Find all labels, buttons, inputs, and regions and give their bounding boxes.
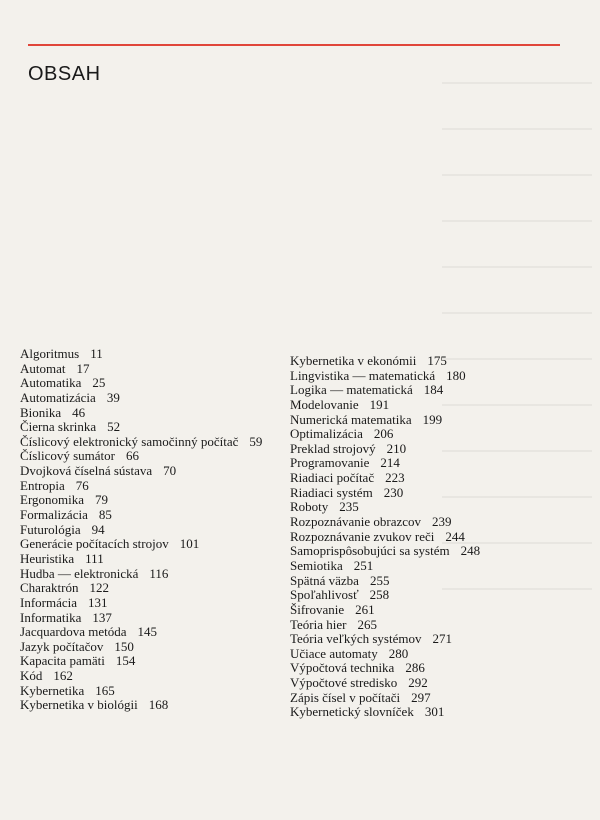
toc-entry-term: Programovanie [290,455,370,471]
toc-entry [290,544,480,559]
toc-left-column [20,347,262,713]
toc-entry-page-number: 137 [92,609,112,625]
toc-entry-page-number: 111 [85,550,104,566]
toc-entry-term: Spätná väzba [290,572,359,588]
toc-entry-term: Jacquardova metóda [20,624,127,640]
toc-entry-page-number: 168 [148,697,169,713]
toc-entry-term: Roboty [290,499,329,515]
toc-entry-page-number: 11 [90,346,103,361]
toc-entry [290,632,480,647]
toc-entry [290,413,480,428]
toc-entry [20,698,262,713]
toc-entry-page-number: 235 [339,499,359,515]
toc-entry-term: Kybernetika [20,682,85,698]
toc-entry-term: Modelovanie [290,396,359,412]
toc-entry [20,654,262,669]
toc-entry-term: Čierna skrinka [20,419,97,435]
toc-entry [290,369,480,384]
toc-entry-term: Jazyk počítačov [20,638,104,654]
toc-entry-term: Kybernetika v biológii [20,697,138,713]
toc-entry-page-number: 191 [369,396,390,412]
toc-entry-page-number: 230 [383,484,404,500]
toc-entry-page-number: 214 [380,455,400,471]
toc-entry-page-number: 85 [98,507,112,523]
toc-entry-term: Charaktrón [20,580,79,596]
toc-entry-page-number: 79 [95,492,109,508]
toc-entry-term: Dvojková číselná sústava [20,463,153,479]
toc-entry [20,376,262,391]
red-rule [28,44,560,46]
toc-entry-term: Numerická matematika [290,411,412,427]
toc-entry [20,552,262,567]
toc-entry [290,398,480,413]
toc-entry [20,523,262,538]
toc-entry-page-number: 244 [445,528,465,544]
toc-entry-term: Kód [20,668,43,684]
toc-entry [290,588,480,603]
toc-entry [20,406,262,421]
toc-entry-page-number: 116 [149,565,169,581]
toc-entry-page-number: 255 [369,572,390,588]
toc-entry [290,661,480,676]
toc-entry-page-number: 175 [427,353,447,368]
toc-entry-term: Automat [20,360,66,376]
toc-entry-term: Spoľahlivosť [290,587,359,603]
toc-entry [290,515,480,530]
toc-entry-page-number: 301 [424,704,445,720]
toc-entry [20,508,262,523]
toc-entry-term: Rozpoznávanie obrazcov [290,514,422,530]
toc-entry-page-number: 206 [373,426,394,442]
toc-entry-term: Automatika [20,375,82,391]
toc-entry [20,684,262,699]
toc-entry-term: Samoprispôsobujúci sa systém [290,543,450,559]
toc-entry-page-number: 180 [446,367,466,383]
toc-entry [290,647,480,662]
toc-entry [20,362,262,377]
toc-entry-term: Informatika [20,609,82,625]
toc-entry-term: Optimalizácia [290,426,363,442]
toc-entry-page-number: 261 [355,601,375,617]
toc-entry-page-number: 25 [92,375,106,391]
toc-entry-term: Riadiaci systém [290,484,373,500]
toc-entry-term: Učiace automaty [290,645,378,661]
toc-entry-term: Riadiaci počítač [290,470,375,486]
toc-entry-term: Hudba — elektronická [20,565,139,581]
toc-entry [20,596,262,611]
toc-entry [20,435,262,450]
toc-entry [290,603,480,618]
toc-entry-term: Informácia [20,594,78,610]
toc-entry [290,705,480,720]
toc-entry-page-number: 162 [53,668,73,684]
toc-entry-page-number: 122 [89,580,109,596]
toc-entry [290,559,480,574]
toc-entry-term: Bionika [20,404,62,420]
toc-entry [290,618,480,633]
toc-entry-page-number: 251 [353,557,374,573]
toc-entry [20,611,262,626]
toc-entry [290,574,480,589]
toc-entry-term: Lingvistika — matematická [290,367,436,383]
toc-entry [20,493,262,508]
toc-entry-term: Zápis čísel v počítači [290,689,401,705]
toc-entry-page-number: 66 [125,448,139,464]
toc-entry-page-number: 17 [76,360,90,376]
toc-entry-page-number: 210 [386,440,407,456]
toc-entry [290,427,480,442]
toc-entry-term: Teória veľkých systémov [290,631,422,647]
toc-entry-term: Rozpoznávanie zvukov reči [290,528,435,544]
page-title: OBSAH [28,63,101,85]
toc-entry-page-number: 271 [432,631,452,647]
toc-entry-page-number: 52 [107,419,121,435]
toc-entry-term: Heuristika [20,550,75,566]
toc-entry [20,625,262,640]
toc-entry-page-number: 76 [75,477,89,493]
toc-entry-term: Semiotika [290,557,343,573]
toc-entry [20,391,262,406]
toc-entry-term: Šifrovanie [290,601,345,617]
toc-entry-page-number: 165 [95,682,115,698]
toc-entry-page-number: 59 [249,433,263,449]
toc-entry-term: Číslicový sumátor [20,448,115,464]
toc-entry-page-number: 150 [114,638,134,654]
toc-entry-page-number: 39 [106,389,120,405]
toc-entry-term: Entropia [20,477,65,493]
toc-entry-term: Automatizácia [20,389,96,405]
toc-entry-term: Kybernetika v ekonómii [290,353,417,368]
toc-entry-page-number: 199 [422,411,443,427]
toc-entry [20,420,262,435]
toc-entry-page-number: 131 [88,594,108,610]
toc-entry-term: Teória hier [290,616,347,632]
toc-entry-term: Algoritmus [20,346,80,361]
toc-entry [20,567,262,582]
toc-entry-page-number: 297 [411,689,431,705]
toc-entry-page-number: 265 [357,616,377,632]
toc-entry [20,464,262,479]
toc-entry-page-number: 239 [432,514,452,530]
toc-entry [20,479,262,494]
toc-entry [20,669,262,684]
toc-entry-term: Ergonomika [20,492,85,508]
toc-entry [290,442,480,457]
toc-entry-page-number: 184 [423,382,444,398]
toc-entry [20,449,262,464]
toc-entry-page-number: 154 [115,653,136,669]
toc-entry-page-number: 292 [408,675,428,691]
toc-entry-term: Formalizácia [20,507,88,523]
toc-entry-term: Výpočtová technika [290,660,395,676]
toc-entry-term: Preklad strojový [290,440,376,456]
toc-entry-page-number: 258 [369,587,390,603]
toc-entry [290,456,480,471]
toc-entry-page-number: 94 [91,521,105,537]
toc-right-column [290,354,480,720]
toc-entry-term: Futurológia [20,521,81,537]
toc-entry [20,640,262,655]
toc-entry-page-number: 70 [163,463,177,479]
toc-entry-term: Generácie počítacích strojov [20,536,169,552]
toc-entry-term: Kapacita pamäti [20,653,105,669]
toc-entry-term: Výpočtové stredisko [290,675,398,691]
toc-entry [290,383,480,398]
toc-entry [290,354,480,369]
toc-entry-page-number: 248 [460,543,481,559]
toc-entry-page-number: 46 [72,404,86,420]
toc-entry [290,691,480,706]
toc-entry-page-number: 286 [405,660,425,676]
toc-entry [290,676,480,691]
toc-entry [20,581,262,596]
toc-entry [290,471,480,486]
toc-entry [290,500,480,515]
toc-entry-page-number: 101 [179,536,200,552]
toc-entry-page-number: 223 [385,470,405,486]
toc-entry [290,530,480,545]
toc-entry-page-number: 280 [388,645,409,661]
toc-entry-term: Kybernetický slovníček [290,704,414,720]
toc-entry [20,537,262,552]
toc-entry [20,347,262,362]
toc-entry [290,486,480,501]
toc-entry-page-number: 145 [137,624,157,640]
toc-entry-term: Logika — matematická [290,382,413,398]
toc-entry-term: Číslicový elektronický samočinný počítač [20,433,239,449]
